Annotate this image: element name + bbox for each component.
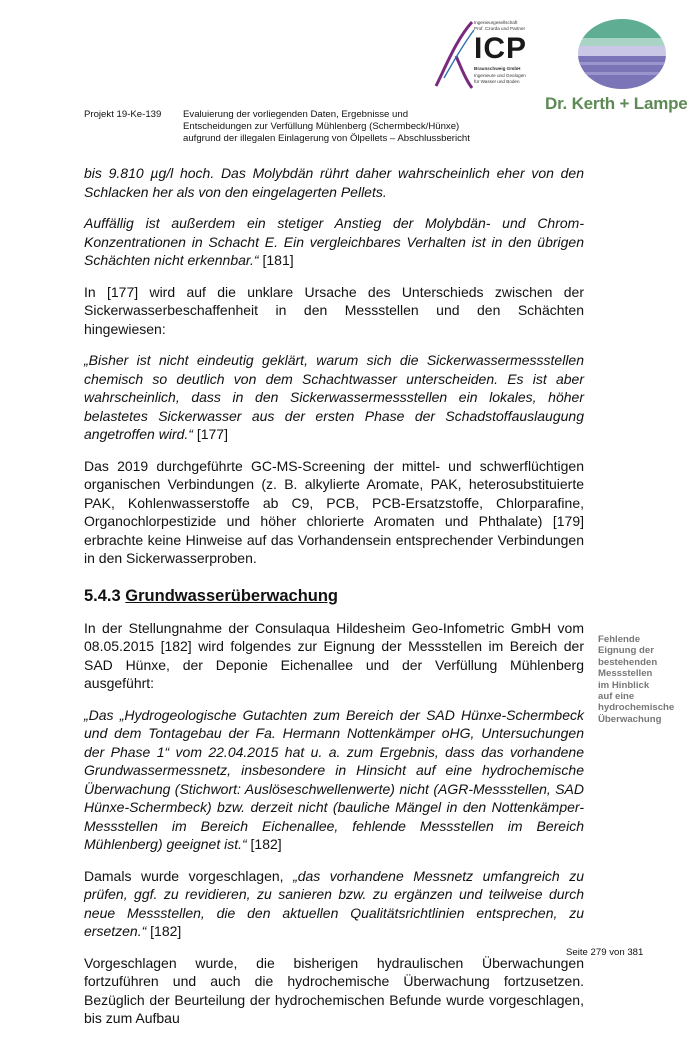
icp-logo-mark-icon	[432, 18, 476, 98]
paragraph-ueberwachung: Vorgeschlagen wurde, die bisherigen hydraulischen Überwachungen fortzuführen und auch die hydrochemische Überwachung fortzusetzen. Bezüglich der Beurteilung der hydrochemischen Befunde wurde vorgeschlagen, bis zum Aufbau	[84, 954, 584, 1026]
ref-182-a: [182]	[246, 836, 282, 852]
paragraph-molybdaen: bis 9.810 µg/l hoch. Das Molybdän rührt daher wahrscheinlich eher von den Schlacken her als von den eingelagerten Pellets.	[84, 165, 584, 200]
page-body	[84, 164, 584, 1041]
kerth-lampe-emblem-icon	[577, 18, 667, 90]
paragraph-quote-177	[84, 351, 584, 444]
quote-sickerwasser: „Bisher ist nicht eindeutig geklärt, warum sich die Sickerwassermessstellen chemisch so deutlich von dem Schachtwasser unterscheiden. Es ist aber wahrscheinlich, dass in den Sickerwassermessstellen ein lokales, höher belastetes Sickerwasser aus der ersten Phase der Schadstoffauslaugung angetroffen wird.“	[84, 352, 584, 442]
ref-177: [177]	[192, 426, 228, 442]
page-number: Seite 279 von 381	[566, 947, 644, 958]
paragraph-consulaqua: In der Stellungnahme der Consulaqua Hildesheim Geo-Infometric GmbH vom 08.05.2015 [182] wird folgendes zur Eignung der Messstellen im Bereich der SAD Hünxe, der Deponie Eichenallee und der Verfüllung Mühlenberg ausgeführt:	[84, 619, 584, 691]
ref-181: [181]	[258, 252, 294, 268]
header-project-number: Projekt 19-Ke-139	[84, 109, 162, 120]
quote-auffaellig: Auffällig ist außerdem ein stetiger Anstieg der Molybdän- und Chrom-Konzentrationen in Schacht E. Ein vergleichbares Verhalten ist in den übrigen Schächten nicht erkennbar.“	[84, 215, 584, 268]
icp-firm-line-1: Ingenieurgesellschaft	[474, 20, 518, 25]
header-report-title: Evaluierung der vorliegenden Daten, Ergebnisse und Entscheidungen zur Verfüllung Mühlenberg (Schermbeck/Hünxe) aufgrund der illegalen Einlagerung von Ölpellets – Abschlussbericht	[183, 109, 470, 144]
margin-note: Fehlende Eignung der bestehenden Messstellen im Hinblick auf eine hydrochemische Überwachung	[598, 634, 675, 725]
section-number: 5.4.3	[84, 586, 121, 605]
quote-messnetz: „das vorhandene Messnetz umfangreich zu prüfen, ggf. zu revidieren, zu sanieren bzw. zu ergänzen und teilweise durch neue Messstellen, die den aktuellen Qualitätsrichtlinien entsprechen, zu ersetzen.“	[84, 867, 584, 939]
kerth-lampe-logo	[545, 18, 688, 113]
paragraph-quote-182	[84, 706, 584, 854]
icp-sub-line-1: Braunschweig GmbH	[474, 66, 521, 71]
kerth-lampe-name: Dr. Kerth + Lampe	[545, 94, 688, 113]
ref-182-b: [182]	[146, 923, 182, 939]
vorschlag-intro: Damals wurde vorgeschlagen,	[84, 867, 294, 884]
section-heading	[84, 586, 584, 606]
paragraph-gc-ms-screening: Das 2019 durchgeführte GC-MS-Screening der mittel- und schwerflüchtigen organischen Verbindungen (z. B. alkylierte Aromate, PAK, heterosubstituierte PAK, Kohlenwasserstoffe ab C9, PCB, PCB-Ersatzstoffe, Chlorparafine, Organochlorpestizide und höher chlorierte Aromaten und Phthalate) [179] erbrachte keine Hinweise auf das Vorhandensein entsprechender Verbindungen in den Sickerwasserproben.	[84, 457, 584, 566]
section-title: Grundwasserüberwachung	[125, 586, 339, 605]
icp-logo	[432, 18, 547, 98]
icp-sub-line-3: für Wasser und Boden	[474, 79, 520, 84]
paragraph-vorschlag-messnetz	[84, 867, 584, 941]
paragraph-ursache: In [177] wird auf die unklare Ursache des Unterschieds zwischen der Sickerwasserbeschaffenheit in den Messstellen und den Schächten hingewiesen:	[84, 283, 584, 337]
icp-name: ICP	[474, 32, 528, 65]
paragraph-auffaellig	[84, 214, 584, 270]
icp-firm-line-2: Prof. Czurda und Partner	[474, 26, 526, 31]
quote-gutachten: „Das „Hydrogeologische Gutachten zum Bereich der SAD Hünxe-Schermbeck und dem Tontagebau der Fa. Hermann Nottenkämper oHG, Untersuchungen der Phase 1“ vom 22.04.2015 hat u. a. zum Ergebnis, dass das vorhandene Grundwassermessnetz, insbesondere in Hinsicht auf eine hydrochemische Überwachung (Stichwort: Auslöseschwellenwerte) nicht (AGR-Messstellen, SAD Hünxe-Schermbeck) bzw. derzeit nicht (bauliche Mängel in den Nottenkämper-Messstellen im Bereich Eichenallee, fehlende Messstellen im Bereich Mühlenberg) geeignet ist.“	[84, 706, 584, 852]
icp-sub-line-2: Ingenieure und Geologen	[474, 73, 526, 78]
